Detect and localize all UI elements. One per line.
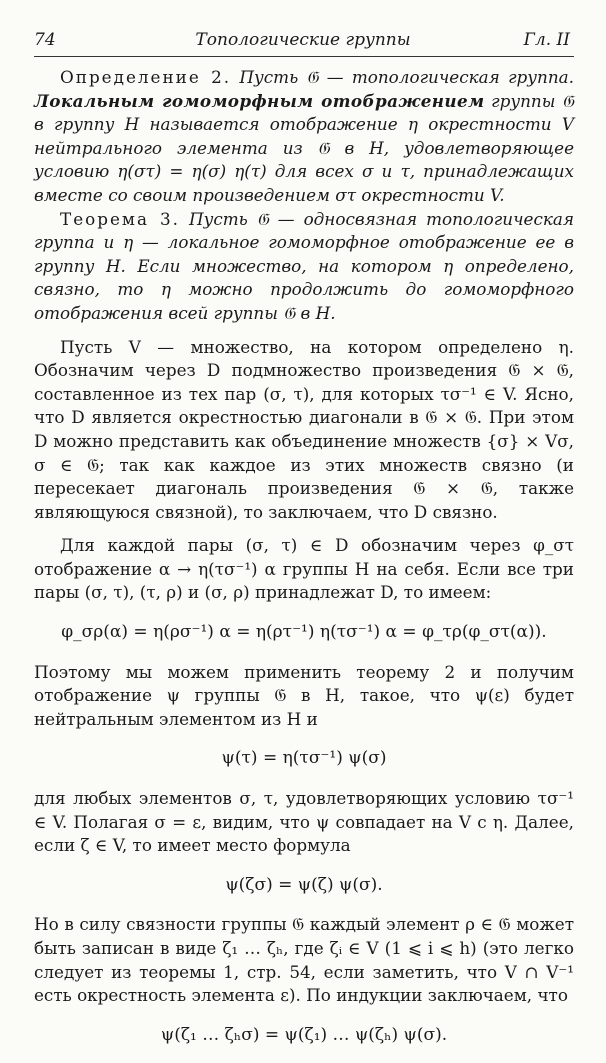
theorem-text: Пусть 𝔊 — односвязная топологическая группа и η — локальное гомоморфное отображение ее в группу H. Если множество, на котором η определено, связно, то η можно продолжить до гомоморфного отображения всей группы 𝔊 в H. [34,208,574,323]
definition-text-1: Пусть 𝔊 — топологическая группа. [239,67,574,87]
running-title: Топологические группы [195,30,411,50]
proof-paragraph-1: Пусть V — множество, на котором определено η. Обозначим через D подмножество произведения 𝔊 × 𝔊, составленное из тех пар (σ, τ), для которых τσ⁻¹ ∈ V. Ясно, что D является окрестностью диагонали в 𝔊 × 𝔊. При этом D можно представить как объединение множеств {σ} × Vσ, σ ∈ 𝔊; так как каждое из этих множеств связно (и пересекает диагональ произведения 𝔊 × 𝔊, также являющуюся связной), то заключаем, что D связно. [34,336,574,522]
formula-psi-zeta-sigma: ψ(ζσ) = ψ(ζ) ψ(σ). [225,874,383,895]
running-header [34,26,572,52]
definition-text-2: группы 𝔊 в группу H называется отображение η окрестности V нейтрального элемента из 𝔊 в H, удовлетворяющее условию η(στ) = η(σ) η(τ) для всех σ и τ, принадлежащих вместе со своим произведением στ окрестности V. [34,90,574,205]
proof-paragraph-5: Но в силу связности группы 𝔊 каждый элемент ρ ∈ 𝔊 может быть записан в виде ζ₁ … ζₕ, где ζᵢ ∈ V (1 ⩽ i ⩽ h) (это легко следует из теоремы 1, стр. 54, если заметить, что V ∩ V⁻¹ есть окрестность элемента ε). По индукции заключаем, что [34,914,574,1006]
header-rule [34,56,574,57]
formula-psi-product: ψ(ζ₁ … ζₕσ) = ψ(ζ₁) … ψ(ζₕ) ψ(σ). [160,1024,448,1045]
definition-term: Локальным гомоморфным отображением [34,90,485,111]
definition-label: Определение 2. [60,67,232,87]
chapter-label: Гл. II [523,30,570,50]
proof-paragraph-4: для любых элементов σ, τ, удовлетворяющих условию τσ⁻¹ ∈ V. Полагая σ = ε, видим, что ψ совпадает на V с η. Далее, если ζ ∈ V, то имеет место формула [34,788,574,856]
formula-phi-composition: φ_σρ(α) = η(ρσ⁻¹) α = η(ρτ⁻¹) η(τσ⁻¹) α = φ_τρ(φ_στ(α)). [61,622,547,643]
theorem-label: Теорема 3. [60,208,180,229]
page-body [34,66,574,1063]
theorem-3 [34,208,574,326]
formula-psi-tau: ψ(τ) = η(τσ⁻¹) ψ(σ) [221,748,387,769]
page-number: 74 [34,30,56,50]
definition-2 [34,66,574,208]
proof-paragraph-2: Для каждой пары (σ, τ) ∈ D обозначим через φ_στ отображение α → η(τσ⁻¹) α группы H на себя. Если все три пары (σ, τ), (τ, ρ) и (σ, ρ) принадлежат D, то имеем: [34,535,574,603]
proof-paragraph-3: Поэтому мы можем применить теорему 2 и получим отображение ψ группы 𝔊 в H, такое, что ψ(ε) будет нейтральным элементом из H и [34,661,574,729]
